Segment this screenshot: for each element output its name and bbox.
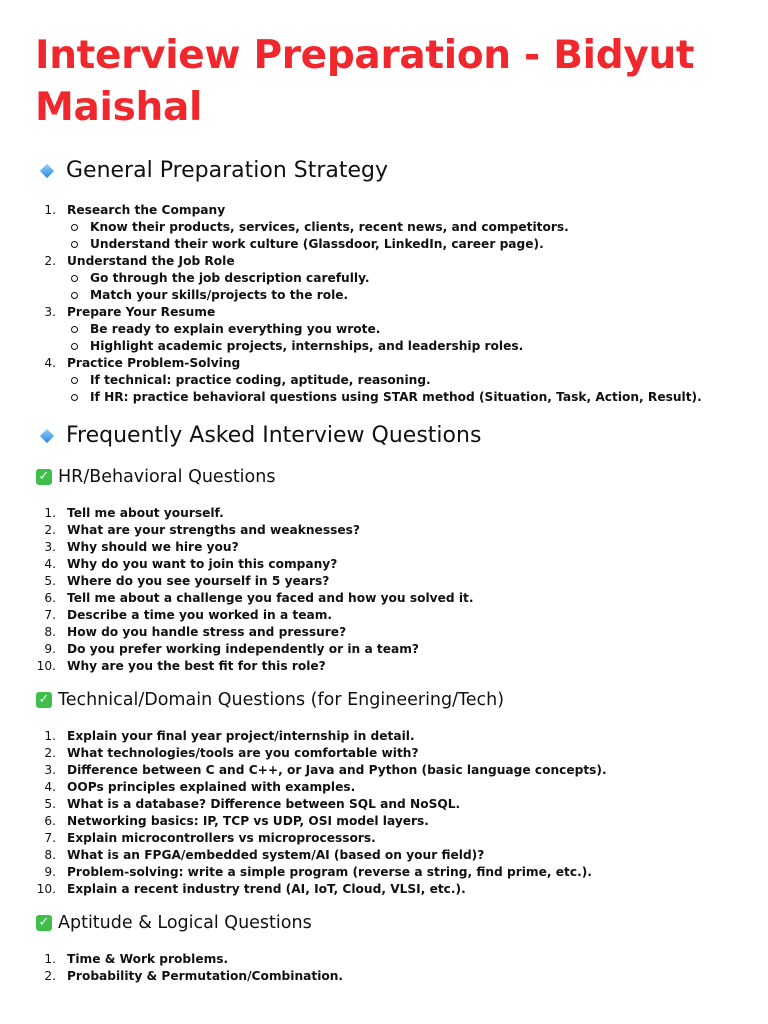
item-number: 2. (44, 746, 56, 760)
sub-item-text: Go through the job description carefully. (90, 271, 370, 285)
question-text: Do you prefer working independently or in a team? (67, 642, 420, 656)
question-text: OOPs principles explained with examples. (67, 780, 356, 794)
item-number: 2. (44, 969, 56, 983)
question-text: Tell me about a challenge you faced and how you solved it. (67, 591, 474, 605)
circle-bullet-icon (71, 326, 78, 333)
aptitude-heading-text: Aptitude & Logical Questions (58, 913, 312, 933)
item-number: 4. (44, 780, 56, 794)
question-text: Difference between C and C++, or Java and Python (basic language concepts). (67, 763, 607, 777)
item-number: 4. (44, 557, 56, 571)
item-number: 1. (44, 729, 56, 743)
question-text: Where do you see yourself in 5 years? (67, 574, 330, 588)
sub-item-text: If HR: practice behavioral questions using STAR method (Situation, Task, Action, Result). (90, 390, 702, 404)
sub-item-text: Understand their work culture (Glassdoor, LinkedIn, career page). (90, 237, 544, 251)
question-text: What technologies/tools are you comfortable with? (67, 746, 419, 760)
hr-heading-text: HR/Behavioral Questions (58, 467, 276, 487)
item-number: 7. (44, 831, 56, 845)
strategy-heading-text: General Preparation Strategy (66, 158, 389, 183)
item-number: 10. (36, 659, 56, 673)
item-number: 1. (44, 506, 56, 520)
green-check-icon: ✓ (36, 692, 52, 708)
question-text: Describe a time you worked in a team. (67, 608, 333, 622)
circle-bullet-icon (71, 292, 78, 299)
green-check-icon: ✓ (36, 915, 52, 931)
item-number: 5. (44, 797, 56, 811)
item-number: 9. (44, 865, 56, 879)
item-number: 1. (44, 952, 56, 966)
question-text: Explain a recent industry trend (AI, IoT, Cloud, VLSI, etc.). (67, 882, 466, 896)
item-number: 5. (44, 574, 56, 588)
item-number: 6. (44, 591, 56, 605)
sub-item-text: Know their products, services, clients, recent news, and competitors. (90, 220, 569, 234)
question-text: How do you handle stress and pressure? (67, 625, 347, 639)
item-number: 8. (44, 625, 56, 639)
faq-heading-text: Frequently Asked Interview Questions (66, 423, 482, 448)
sub-item-text: Be ready to explain everything you wrote. (90, 322, 381, 336)
question-text: Explain microcontrollers vs microprocessors. (67, 831, 376, 845)
item-number: 9. (44, 642, 56, 656)
circle-bullet-icon (71, 394, 78, 401)
item-number: 10. (36, 882, 56, 896)
blue-diamond-icon (40, 164, 54, 178)
question-text: Probability & Permutation/Combination. (67, 969, 344, 983)
item-number: 4. (44, 356, 56, 370)
tech-heading (36, 688, 504, 712)
item-number: 3. (44, 540, 56, 554)
item-number: 2. (44, 254, 56, 268)
item-text: Research the Company (67, 203, 226, 217)
item-text: Prepare Your Resume (67, 305, 216, 319)
item-text: Understand the Job Role (67, 254, 235, 268)
question-text: Why should we hire you? (67, 540, 239, 554)
circle-bullet-icon (71, 275, 78, 282)
sub-item-text: If technical: practice coding, aptitude, reasoning. (90, 373, 431, 387)
question-text: Why are you the best fit for this role? (67, 659, 326, 673)
page-title: Interview Preparation - Bidyut Maishal (35, 33, 695, 130)
circle-bullet-icon (71, 377, 78, 384)
blue-diamond-icon (40, 429, 54, 443)
faq-heading (40, 421, 481, 451)
item-text: Practice Problem-Solving (67, 356, 241, 370)
question-text: Time & Work problems. (67, 952, 229, 966)
strategy-heading (40, 156, 388, 186)
item-number: 3. (44, 763, 56, 777)
sub-item-text: Match your skills/projects to the role. (90, 288, 349, 302)
question-text: Explain your final year project/internship in detail. (67, 729, 415, 743)
question-text: What is an FPGA/embedded system/AI (based on your field)? (67, 848, 485, 862)
circle-bullet-icon (71, 241, 78, 248)
circle-bullet-icon (71, 343, 78, 350)
hr-heading (36, 465, 275, 489)
item-number: 2. (44, 523, 56, 537)
question-text: Tell me about yourself. (67, 506, 224, 520)
question-text: What is a database? Difference between SQL and NoSQL. (67, 797, 461, 811)
item-number: 1. (44, 203, 56, 217)
question-text: What are your strengths and weaknesses? (67, 523, 360, 537)
green-check-icon: ✓ (36, 469, 52, 485)
circle-bullet-icon (71, 224, 78, 231)
aptitude-heading (36, 911, 312, 935)
question-text: Problem-solving: write a simple program (reverse a string, find prime, etc.). (67, 865, 592, 879)
item-number: 8. (44, 848, 56, 862)
tech-heading-text: Technical/Domain Questions (for Engineering/Tech) (58, 690, 505, 710)
question-text: Networking basics: IP, TCP vs UDP, OSI model layers. (67, 814, 429, 828)
item-number: 6. (44, 814, 56, 828)
question-text: Why do you want to join this company? (67, 557, 338, 571)
sub-item-text: Highlight academic projects, internships, and leadership roles. (90, 339, 524, 353)
item-number: 7. (44, 608, 56, 622)
item-number: 3. (44, 305, 56, 319)
